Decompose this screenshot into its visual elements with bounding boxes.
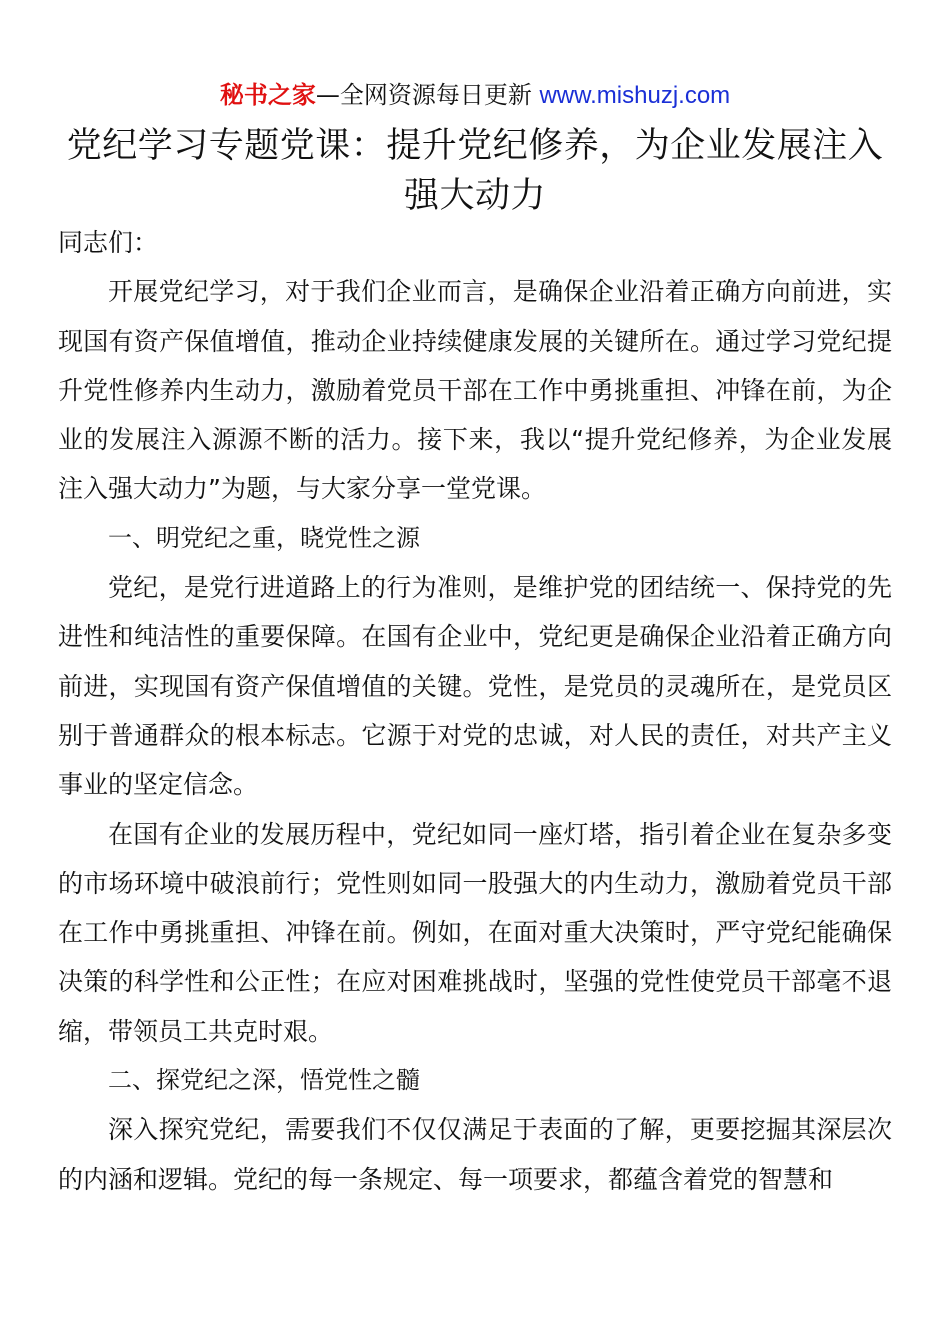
site-url-link[interactable]: www.mishuzj.com: [539, 82, 731, 109]
site-header: [0, 78, 950, 113]
paragraph-section1-a: 党纪，是党行进道路上的行为准则，是维护党的团结统一、保持党的先进性和纯洁性的重要保障。在国有企业中，党纪更是确保企业沿着正确方向前进，实现国有资产保值增值的关键。党性，是党员的灵魂所在，是党员区别于普通群众的根本标志。它源于对党的忠诚，对人民的责任，对共产主义事业的坚定信念。: [58, 573, 892, 800]
paragraph-section2-a: 深入探究党纪，需要我们不仅仅满足于表面的了解，更要挖掘其深层次的内涵和逻辑。党纪的每一条规定、每一项要求，都蕴含着党的智慧和: [58, 1115, 892, 1194]
header-tagline: —全网资源每日更新: [315, 81, 532, 109]
section-heading-2: 二、探党纪之深，悟党性之髓: [108, 1066, 420, 1095]
document-title: 党纪学习专题党课：提升党纪修养，为企业发展注入强大动力: [66, 126, 884, 216]
document-body: [58, 218, 892, 1204]
brand-name: 秘书之家: [219, 81, 316, 109]
paragraph-section1-b: 在国有企业的发展历程中，党纪如同一座灯塔，指引着企业在复杂多变的市场环境中破浪前行；党性则如同一股强大的内生动力，激励着党员干部在工作中勇挑重担、冲锋在前。例如，在面对重大决策时，严守党纪能确保决策的科学性和公正性；在应对困难挑战时，坚强的党性使党员干部毫不退缩，带领员工共克时艰。: [58, 819, 892, 1046]
section-heading-1: 一、明党纪之重，晓党性之源: [108, 523, 420, 552]
paragraph-intro: 开展党纪学习，对于我们企业而言，是确保企业沿着正确方向前进，实现国有资产保值增值，推动企业持续健康发展的关键所在。通过学习党纪提升党性修养内生动力，激励着党员干部在工作中勇挑重担、冲锋在前，为企业的发展注入源源不断的活力。接下来，我以“提升党纪修养，为企业发展注入强大动力”为题，与大家分享一堂党课。: [58, 277, 892, 504]
salutation: 同志们：: [58, 228, 159, 257]
